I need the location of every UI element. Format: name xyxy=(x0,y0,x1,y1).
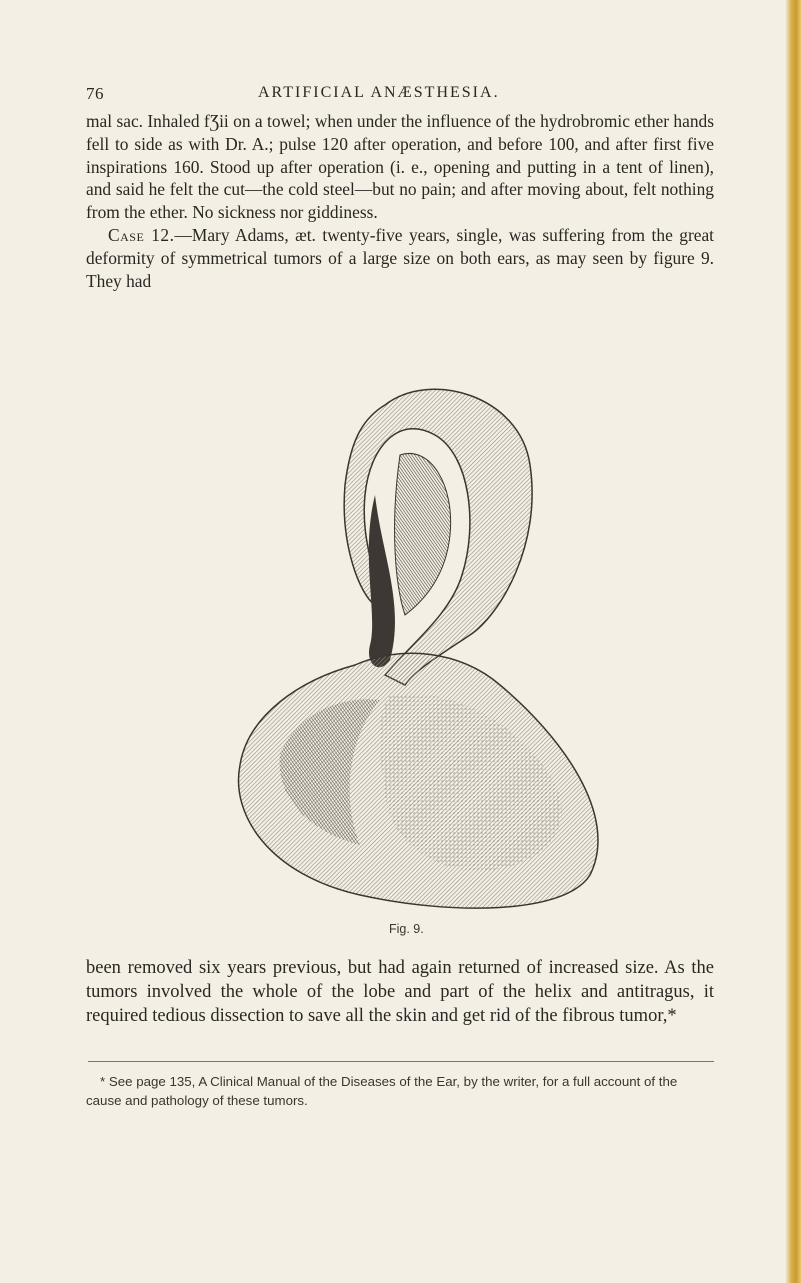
running-head: ARTIFICIAL ANÆSTHESIA. xyxy=(258,84,500,101)
paragraph-case-12 xyxy=(86,224,714,292)
ear-concha xyxy=(395,453,451,615)
footnote: * See page 135, A Clinical Manual of the Diseases of the Ear, by the writer, for a full account of the cause and pathology of these tumors. xyxy=(86,1074,678,1108)
ear-tumor-figure xyxy=(200,375,620,915)
page-edge xyxy=(785,0,801,1283)
ear-crus xyxy=(369,495,395,667)
footnote-rule xyxy=(88,1061,714,1062)
page-number: 76 xyxy=(86,84,104,103)
paragraph-continued: been removed six years previous, but had again returned of increased size. As the tumors involved the whole of the lobe and part of the helix and antitragus, it required tedious dissection to save all the skin and get rid of the fibrous tumor,* xyxy=(86,958,714,1026)
top-text xyxy=(86,110,714,292)
page-header xyxy=(86,84,706,108)
figure-caption: Fig. 9. xyxy=(389,922,424,936)
case-text: —Mary Adams, æt. twenty-five years, single, was suffering from the great deformity of symmetrical tumors of a large size on both ears, as may seen by figure 9. They had xyxy=(86,224,715,291)
paragraph-ether: mal sac. Inhaled fƷii on a towel; when under the influence of the hydrobromic ether hands fell to side as with Dr. A.; pulse 120 after operation, and before 100, and after first five inspirations 160. Stood up after operation (i. e., opening and putting in a tent of linen), and said he felt the cut—the cold steel—but no pain; and after moving about, felt nothing from the ether. No sickness nor giddiness. xyxy=(86,111,714,223)
case-label: Case 12. xyxy=(108,224,175,245)
